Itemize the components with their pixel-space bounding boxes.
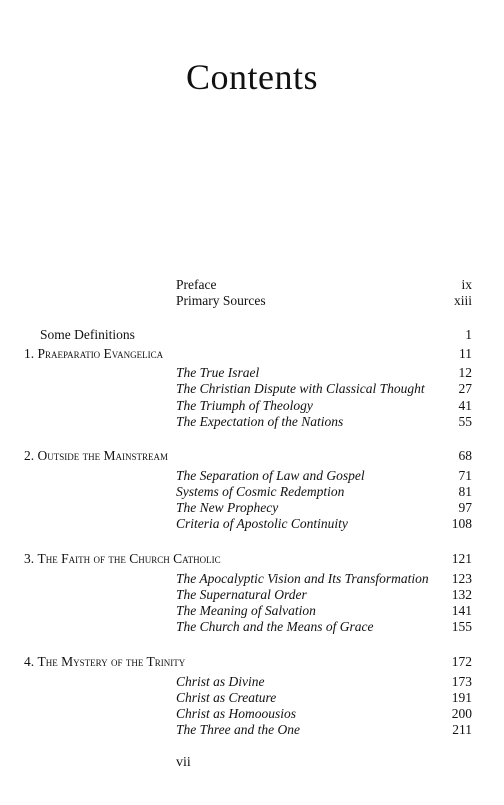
toc-page-number: 121 xyxy=(451,551,472,566)
section-title: Christ as Creature xyxy=(176,690,277,705)
section-title: The Church and the Means of Grace xyxy=(176,619,374,634)
toc-page-number: 97 xyxy=(458,500,472,515)
page-folio: vii xyxy=(176,755,191,770)
section-title: The Triumph of Theology xyxy=(176,398,313,413)
section-title: Christ as Divine xyxy=(176,674,265,689)
toc-page-number: 200 xyxy=(451,706,472,721)
toc-section xyxy=(0,618,504,636)
toc-page-number: 11 xyxy=(459,346,472,361)
section-title: The Apocalyptic Vision and Its Transformation xyxy=(176,571,429,586)
toc-page-number: ix xyxy=(461,277,472,292)
chapter-number: 3. xyxy=(24,551,35,566)
section-title: The True Israel xyxy=(176,365,260,380)
section-title: Systems of Cosmic Redemption xyxy=(176,484,345,499)
toc-chapter-1 xyxy=(0,345,504,363)
chapter-heading xyxy=(24,653,185,671)
toc-page-number: 141 xyxy=(451,603,472,618)
toc-page-number: 55 xyxy=(458,414,472,429)
toc-page-number: 108 xyxy=(451,516,472,531)
section-title: The Supernatural Order xyxy=(176,587,307,602)
toc-chapter-3 xyxy=(0,550,504,568)
chapter-title: The Faith of the Church Catholic xyxy=(37,551,221,566)
chapter-number: 1. xyxy=(24,346,35,361)
toc-chapter-4 xyxy=(0,653,504,671)
toc-entry-definitions xyxy=(0,326,504,344)
toc-page-number: 41 xyxy=(458,398,472,413)
page-title: Contents xyxy=(185,57,318,97)
toc-entry-primary-sources xyxy=(0,292,504,310)
toc-page-number: 211 xyxy=(452,722,472,737)
section-title: The Christian Dispute with Classical Thought xyxy=(176,381,425,396)
chapter-title: Outside the Mainstream xyxy=(37,448,168,463)
chapter-heading xyxy=(24,345,163,363)
toc-page-number: 71 xyxy=(458,468,472,483)
chapter-title: The Mystery of the Trinity xyxy=(37,654,186,669)
toc-entry-label: Some Definitions xyxy=(40,327,135,342)
toc-page-number: 1 xyxy=(465,327,472,342)
section-title: The New Prophecy xyxy=(176,500,279,515)
section-title: Criteria of Apostolic Continuity xyxy=(176,516,348,531)
section-title: The Expectation of the Nations xyxy=(176,414,344,429)
toc-page-number: 81 xyxy=(458,484,472,499)
section-title: Christ as Homoousios xyxy=(176,706,297,721)
toc-entry-label: Primary Sources xyxy=(176,293,266,308)
section-title: The Meaning of Salvation xyxy=(176,603,316,618)
chapter-heading xyxy=(24,447,168,465)
toc-section xyxy=(0,515,504,533)
section-title: The Three and the One xyxy=(176,722,300,737)
chapter-number: 2. xyxy=(24,448,35,463)
toc-page-number: 68 xyxy=(458,448,472,463)
chapter-title: Praeparatio Evangelica xyxy=(37,346,164,361)
chapter-number: 4. xyxy=(24,654,35,669)
toc-section xyxy=(0,380,504,398)
toc-chapter-2 xyxy=(0,447,504,465)
chapter-heading xyxy=(24,550,221,568)
toc-section xyxy=(0,721,504,739)
toc-page-number: 27 xyxy=(458,381,472,396)
toc-page-number: 172 xyxy=(451,654,472,669)
toc-section xyxy=(0,413,504,431)
section-title: The Separation of Law and Gospel xyxy=(176,468,365,483)
toc-page-number: 155 xyxy=(451,619,472,634)
toc-page-number: xiii xyxy=(453,293,472,308)
toc-page-number: 123 xyxy=(451,571,472,586)
toc-page-number: 132 xyxy=(451,587,472,602)
toc-page-number: 173 xyxy=(451,674,472,689)
toc-page-number: 12 xyxy=(458,365,472,380)
toc-entry-label: Preface xyxy=(176,277,217,292)
toc-page-number: 191 xyxy=(451,690,472,705)
